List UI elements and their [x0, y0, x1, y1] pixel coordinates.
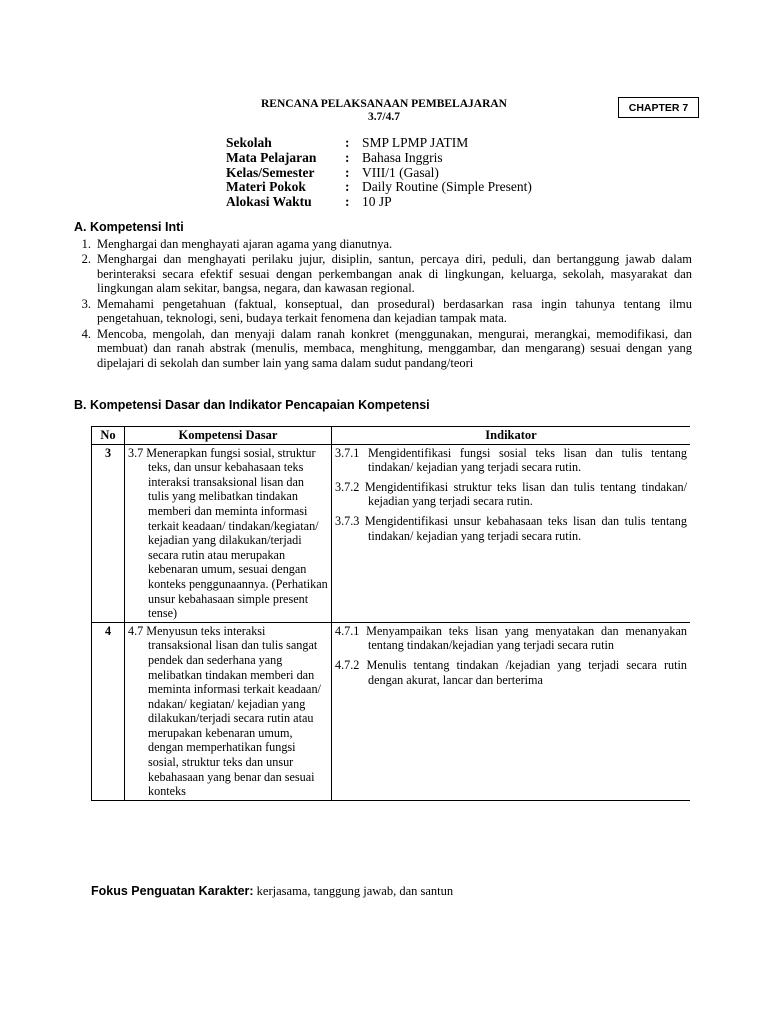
kompetensi-inti-list [74, 237, 692, 371]
column-header-kompetensi-dasar: Kompetensi Dasar [125, 427, 332, 445]
list-item [74, 297, 692, 326]
indicator-item: 3.7.1 Mengidentifikasi fungsi sosial teks lisan dan tulis tentang tindakan/ kejadian yang terjadi secara rutin. [335, 445, 687, 475]
identity-colon: : [345, 194, 350, 210]
identity-value: Bahasa Inggris [362, 149, 443, 165]
fokus-karakter-note [91, 884, 453, 899]
indikator-cell [332, 444, 691, 622]
identity-key: Mata Pelajaran [226, 149, 317, 165]
list-item-number: 3. [81, 296, 91, 311]
list-item-text: Menghargai dan menghayati ajaran agama yang dianutnya. [97, 236, 393, 251]
indicator-item: 3.7.3 Mengidentifikasi unsur kebahasaan teks lisan dan tulis tentang tindakan/ kejadian yang terjadi secara rutin. [335, 513, 687, 543]
indikator-cell [332, 622, 691, 800]
identity-key: Kelas/Semester [226, 164, 315, 180]
list-item-text: Mencoba, mengolah, dan menyaji dalam ranah konkret (menggunakan, mengurai, merangkai, memodifikasi, dan membuat) dan ranah abstrak (menulis, membaca, menghitung, menggambar, dan mengarang) sesuai dengan yang dipelajari di sekolah dan sumber lain yang sama dalam sudut pandang/teori [97, 326, 692, 370]
identity-value: 10 JP [362, 194, 392, 210]
list-item [74, 237, 692, 252]
identity-row-materi-pokok [226, 180, 532, 195]
identity-value: VIII/1 (Gasal) [362, 164, 439, 180]
table-header-row [92, 427, 691, 445]
list-item-number: 1. [81, 236, 91, 251]
kompetensi-dasar-cell [125, 444, 332, 622]
identity-row-mata-pelajaran [226, 151, 532, 166]
identity-colon: : [345, 135, 350, 150]
identity-colon: : [345, 164, 350, 180]
identity-colon: : [345, 149, 350, 165]
section-b-heading: B. Kompetensi Dasar dan Indikator Pencapaian Kompetensi [74, 398, 430, 412]
indicator-item: 3.7.2 Mengidentifikasi struktur teks lisan dan tulis tentang tindakan/ kejadian yang terjadi secara rutin. [335, 479, 687, 509]
identity-row-sekolah [226, 136, 532, 151]
identity-value: SMP LPMP JATIM [362, 135, 469, 150]
kompetensi-dasar-text: 3.7 Menerapkan fungsi sosial, struktur teks, dan unsur kebahasaan teks interaksi transaksional lisan dan tulis yang melibatkan tindakan memberi dan meminta informasi terkait keadaan/ tindakan/kegiatan/ kejadian yang dilakukan/terjadi secara rutin atau merupakan kebenaran umum, sesuai dengan konteks penggunaannya. (Perhatikan unsur kebahasaan simple present tense) [128, 445, 328, 621]
kompetensi-dasar-text: 4.7 Menyusun teks interaksi transaksional lisan dan tulis sangat pendek dan sederhana yang melibatkan tindakan memberi dan meminta informasi terkait keadaan/ ndakan/ kegiatan/ kejadian yang dilakukan/terjadi secara rutin atau merupakan kebenaran umum, dengan memperhatikan fungsi sosial, struktur teks dan unsur kebahasaan yang benar dan sesuai konteks [128, 623, 321, 799]
list-item-text: Menghargai dan menghayati perilaku jujur, disiplin, santun, percaya diri, peduli, dan bertanggung jawab dalam berinteraksi secara efektif sesuai dengan perkembangan anak di lingkungan, keluarga, sekolah, masyarakat dan lingkungan alam sekitar, bangsa, negara, dan kawasan regional. [97, 252, 692, 295]
chapter-badge: CHAPTER 7 [618, 97, 699, 118]
column-header-no: No [92, 427, 125, 445]
table-row [92, 444, 691, 622]
fokus-karakter-value: kerjasama, tanggung jawab, dan santun [256, 884, 454, 898]
list-item [74, 252, 692, 296]
identity-row-kelas-semester [226, 166, 532, 181]
table-row [92, 622, 691, 800]
column-header-indikator: Indikator [332, 427, 691, 445]
kompetensi-inti-section [74, 220, 692, 371]
identity-key: Sekolah [226, 135, 272, 150]
subtitle-line: 3.7/4.7 [368, 111, 400, 123]
list-item [74, 327, 692, 371]
title-line: RENCANA PELAKSANAAN PEMBELAJARAN [261, 98, 507, 110]
list-item-number: 4. [81, 326, 91, 341]
indicator-item: 4.7.2 Menulis tentang tindakan /kejadian yang terjadi secara rutin dengan akurat, lancar dan berterima [335, 657, 687, 687]
row-number: 3 [92, 444, 125, 622]
identity-key: Materi Pokok [226, 179, 306, 195]
list-item-text: Memahami pengetahuan (faktual, konseptual, dan prosedural) berdasarkan rasa ingin tahunya tentang ilmu pengetahuan, teknologi, seni, budaya terkait fenomena dan kejadian tampak mata. [97, 296, 692, 325]
identity-key: Alokasi Waktu [226, 194, 312, 210]
identity-value: Daily Routine (Simple Present) [362, 179, 532, 195]
kompetensi-dasar-table [91, 426, 690, 801]
identity-row-alokasi-waktu [226, 195, 532, 210]
identity-block [226, 136, 532, 210]
row-number: 4 [92, 622, 125, 800]
list-item-number: 2. [81, 252, 91, 266]
fokus-karakter-label: Fokus Penguatan Karakter: [91, 884, 254, 898]
kompetensi-dasar-cell [125, 622, 332, 800]
identity-colon: : [345, 179, 350, 195]
indicator-item: 4.7.1 Menyampaikan teks lisan yang menyatakan dan menanyakan tentang tindakan/kejadian yang terjadi secara rutin [335, 623, 687, 653]
section-a-heading: A. Kompetensi Inti [74, 220, 184, 234]
